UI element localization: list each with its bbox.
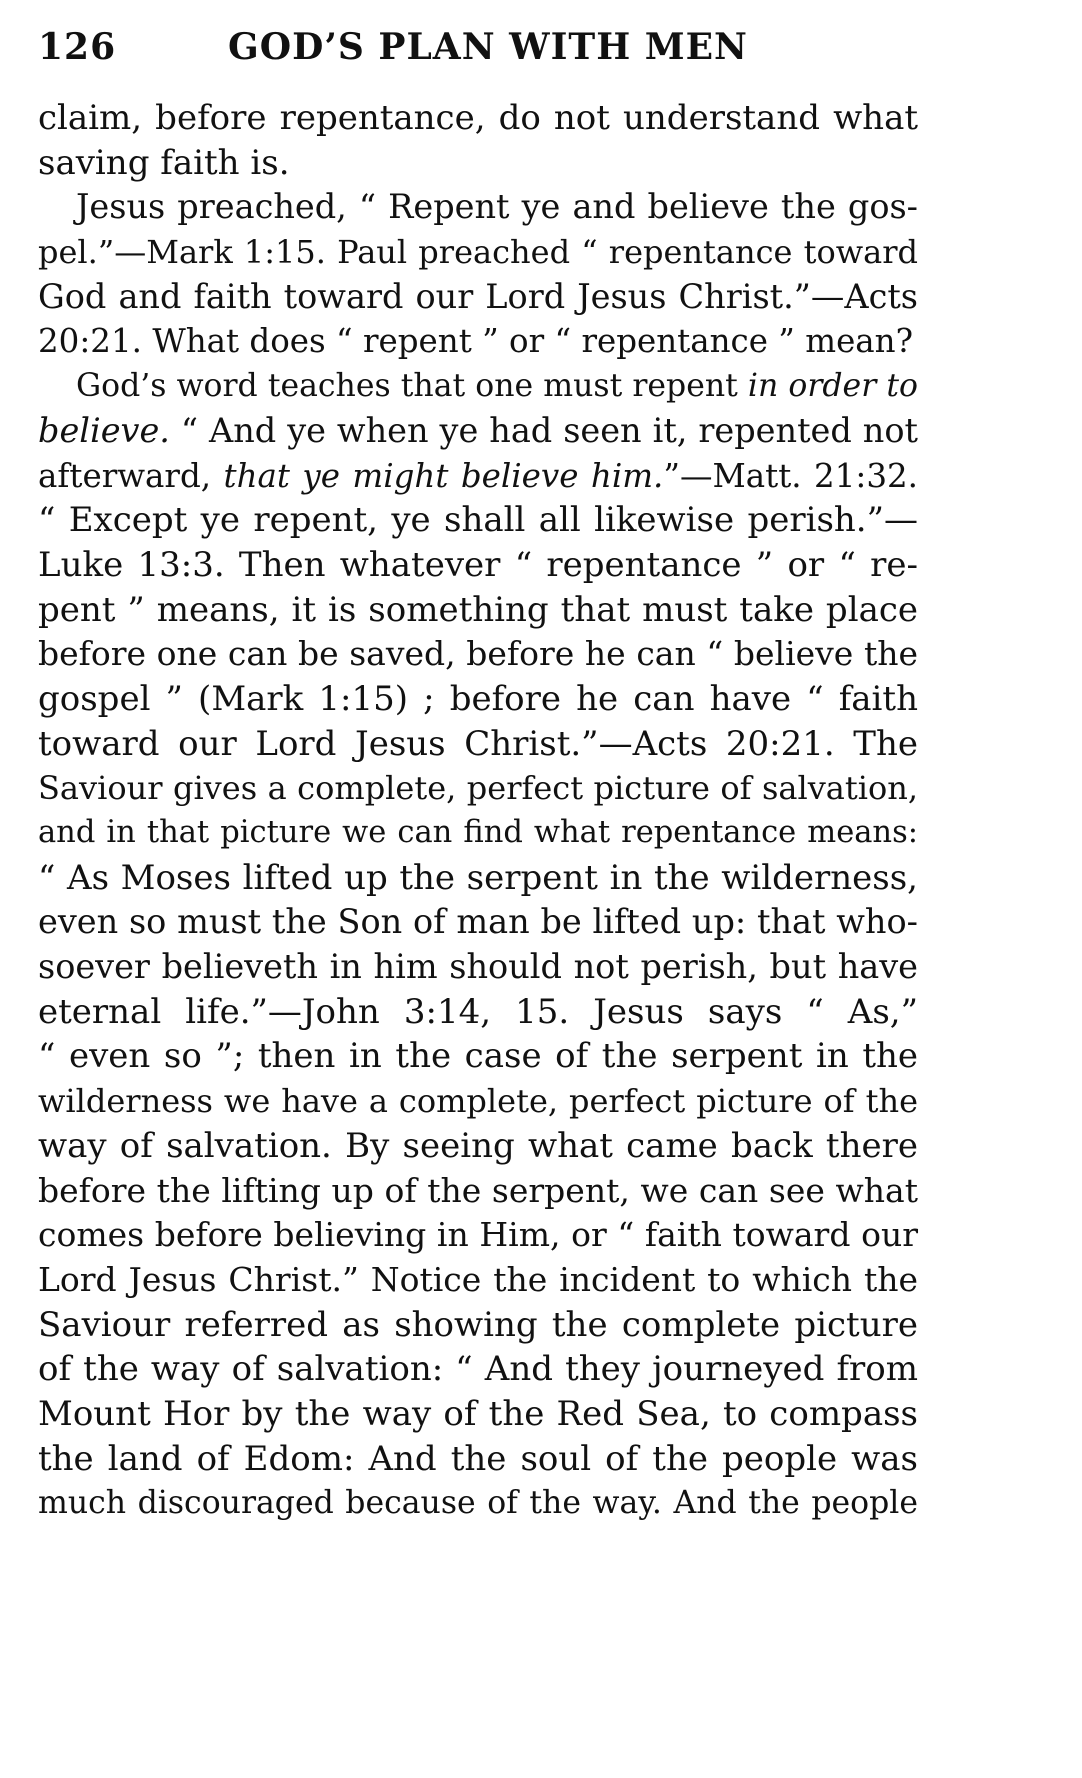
text-line: the land of Edom: And the soul of the people was — [38, 1438, 918, 1479]
text-line: gospel ” (Mark 1:15) ; before he can have “ faith — [38, 678, 918, 719]
text-line: Lord Jesus Christ.” Notice the incident to which the — [38, 1259, 918, 1299]
text-line: much discouraged because of the way. And the people — [38, 1485, 918, 1522]
body-text — [38, 96, 918, 1526]
text-line: “ even so ”; then in the case of the serpent in the — [38, 1036, 918, 1077]
text-line: before one can be saved, before he can “ believe the — [38, 634, 918, 674]
text-line — [38, 409, 918, 454]
text-line: 20:21. What does “ repent ” or “ repentance ” mean? — [38, 322, 914, 361]
page-header — [38, 18, 918, 70]
text-run: ”—Matt. 21:32. — [663, 456, 919, 495]
page-number: 126 — [38, 26, 117, 68]
text-run: God’s word teaches that one must repent — [76, 368, 748, 405]
text-line: comes before believing in Him, or “ faith toward our — [38, 1215, 918, 1255]
running-title: GOD’S PLAN WITH MEN — [228, 26, 748, 68]
text-line: of the way of salvation: “ And they journeyed from — [38, 1349, 918, 1390]
text-line: saving faith is. — [38, 142, 290, 183]
text-line: soever believeth in him should not perish, but have — [38, 947, 918, 987]
text-line: before the lifting up of the serpent, we can see what — [38, 1170, 918, 1210]
text-line: pel.”—Mark 1:15. Paul preached “ repentance toward — [38, 233, 918, 272]
text-line: “ As Moses lifted up the serpent in the wilderness, — [38, 857, 918, 898]
text-line: toward our Lord Jesus Christ.”—Acts 20:21. The — [38, 723, 918, 764]
italic-run: in order to — [747, 368, 918, 405]
text-line: claim, before repentance, do not understand what — [38, 98, 918, 138]
text-run: afterward, — [38, 456, 224, 495]
text-line: Saviour gives a complete, perfect picture of salvation, — [38, 769, 918, 808]
text-line: Mount Hor by the way of the Red Sea, to compass — [38, 1393, 918, 1434]
text-line — [38, 454, 918, 499]
italic-run: believe. — [38, 410, 170, 450]
text-run: “ And ye when ye had seen it, repented not — [169, 410, 918, 450]
text-line: wilderness we have a complete, perfect picture of the — [38, 1082, 918, 1121]
italic-run: that ye might believe him. — [223, 456, 664, 495]
text-line: even so must the Son of man be lifted up: that who- — [38, 902, 918, 942]
text-line — [38, 364, 918, 409]
text-line: way of salvation. By seeing what came back there — [38, 1125, 918, 1166]
text-line: pent ” means, it is something that must take place — [38, 589, 918, 630]
text-line: Saviour referred as showing the complete picture — [38, 1304, 918, 1345]
text-line: and in that picture we can find what repentance means: — [38, 815, 918, 850]
text-line: Jesus preached, “ Repent ye and believe the gos- — [76, 187, 918, 227]
text-line: Luke 13:3. Then whatever “ repentance ” or “ re- — [38, 544, 918, 585]
text-line: eternal life.”—John 3:14, 15. Jesus says “ As,” — [38, 991, 918, 1032]
text-line: “ Except ye repent, ye shall all likewise perish.”— — [38, 500, 918, 541]
text-line: God and faith toward our Lord Jesus Christ.”—Acts — [38, 276, 918, 316]
